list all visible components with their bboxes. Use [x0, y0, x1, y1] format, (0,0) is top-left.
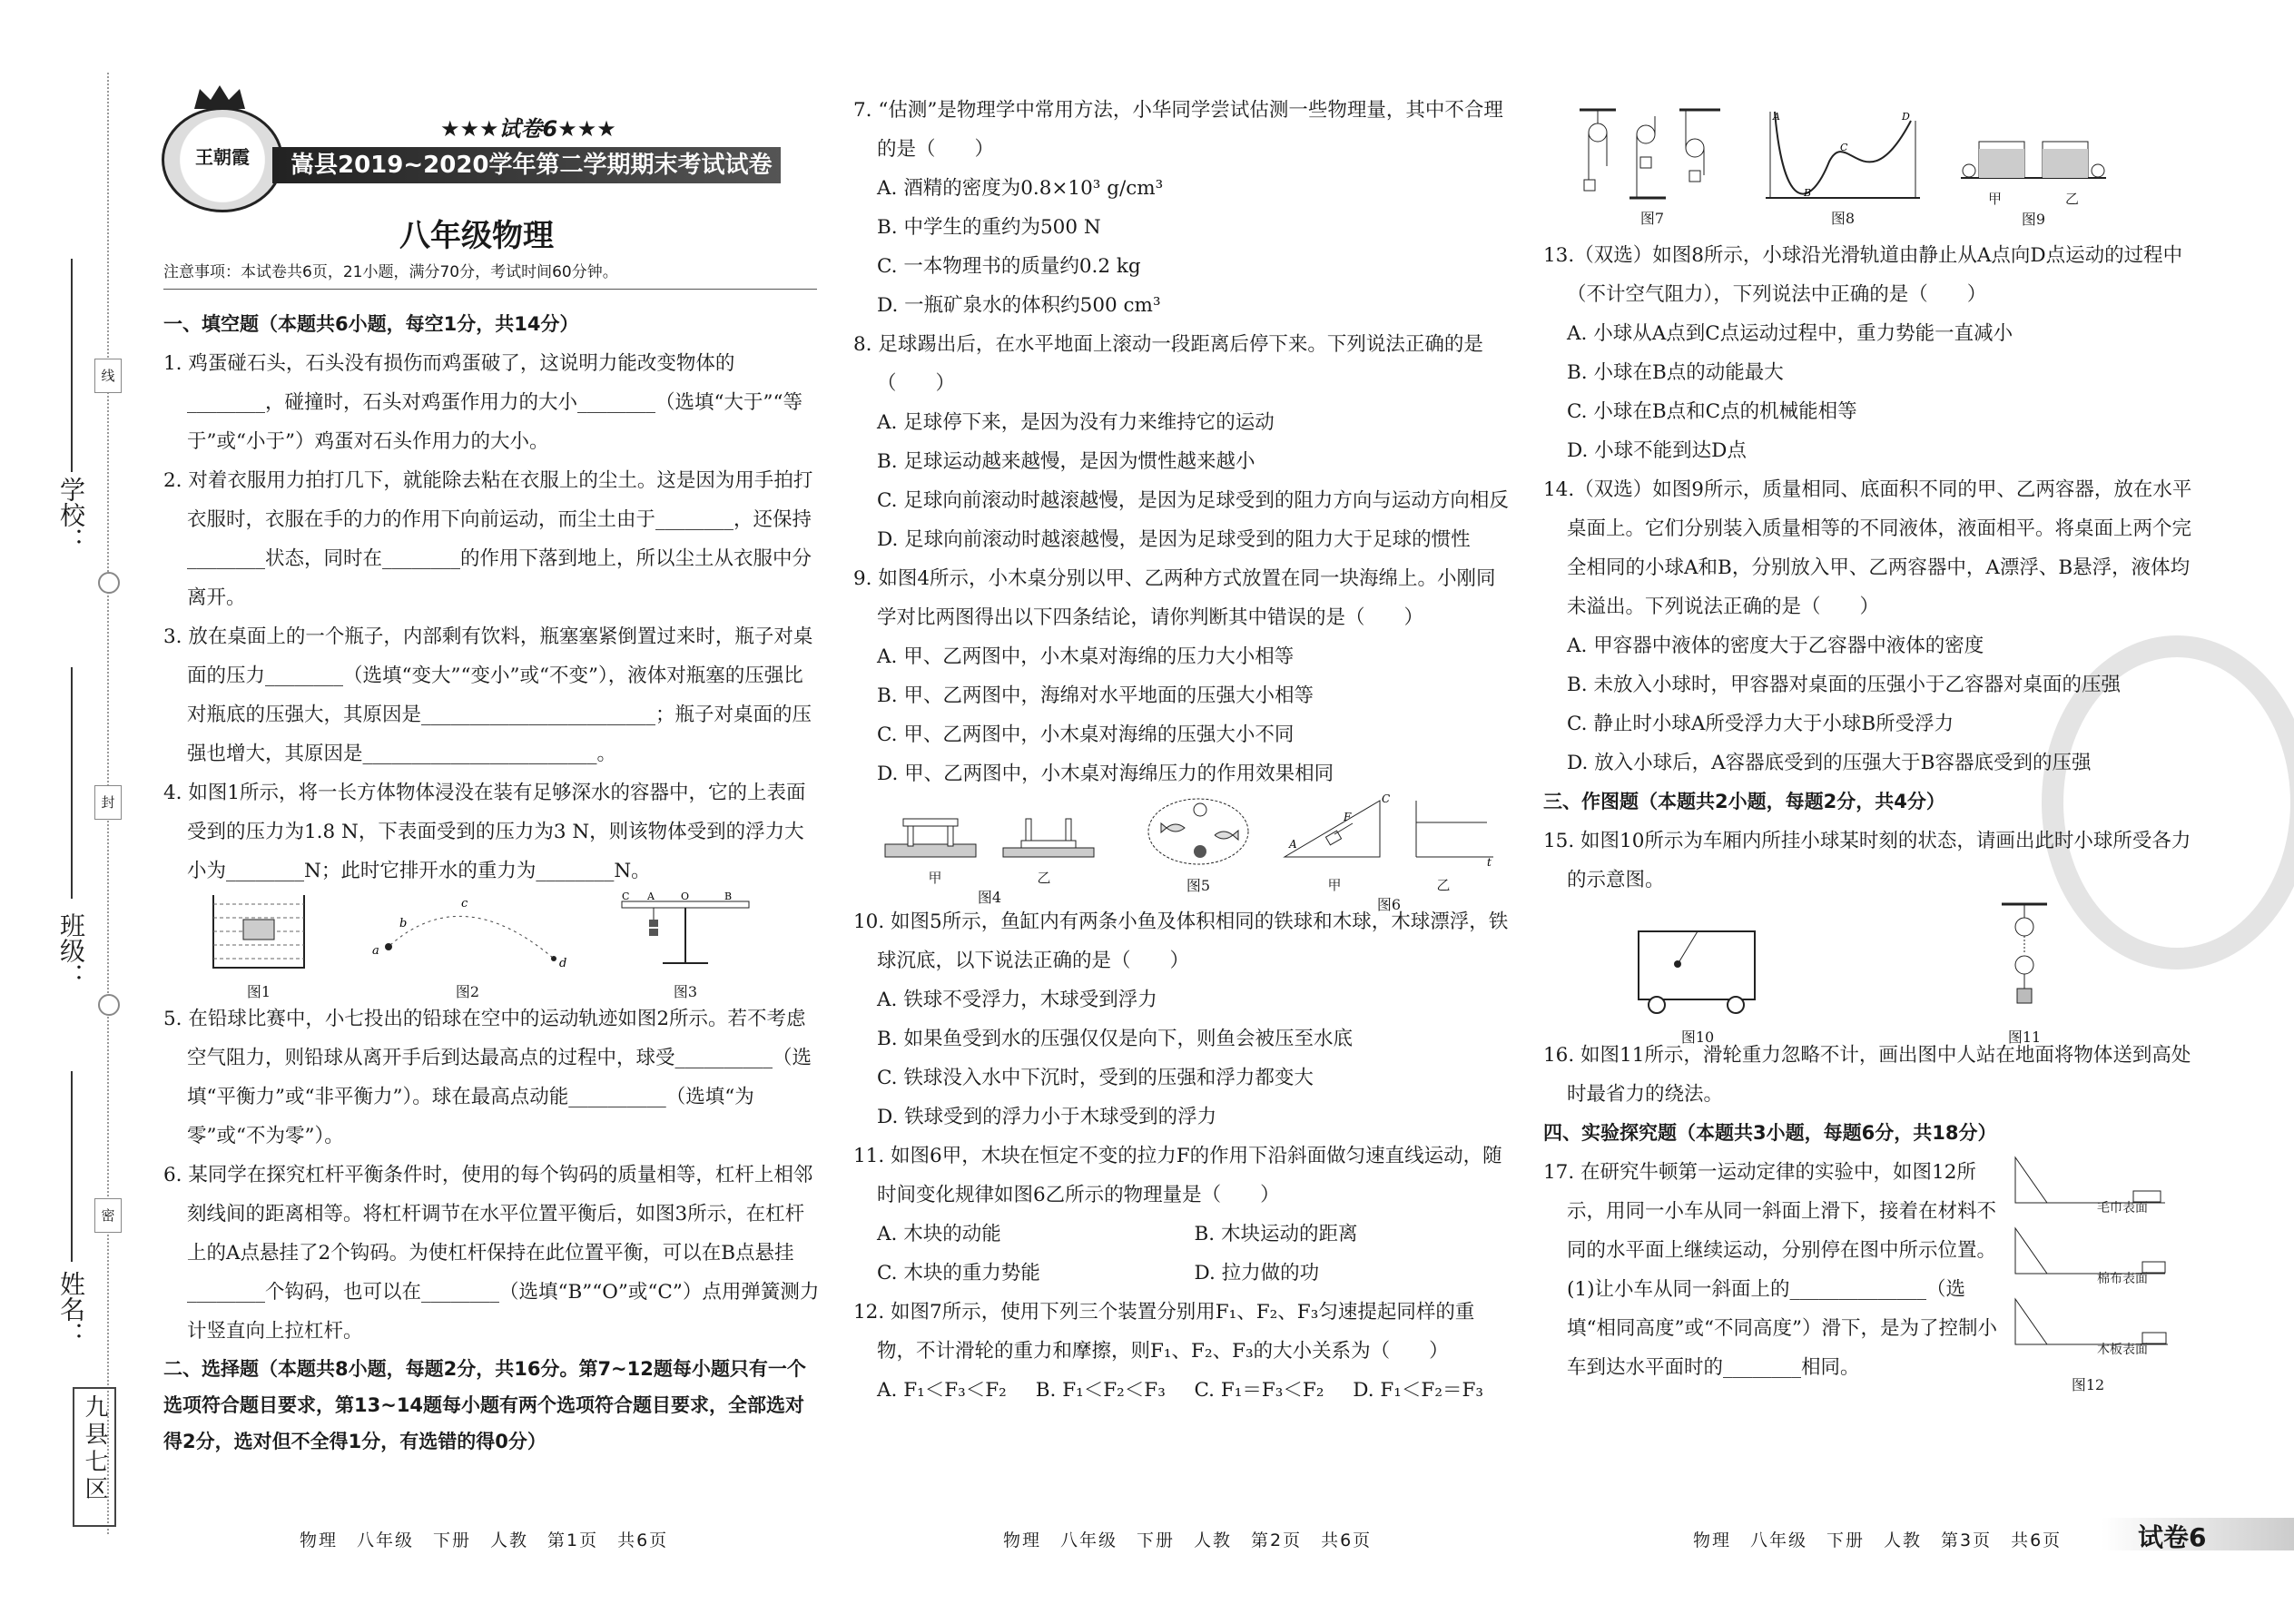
figure-6-jia: 甲: [1327, 877, 1342, 893]
question-7-option-d: D. 一瓶矿泉水的体积约500 cm³: [877, 294, 1161, 317]
question-9-option-b: B. 甲、乙两图中，海绵对水平地面的压强大小相等: [877, 684, 1314, 707]
region-label: 九县七区: [81, 1394, 108, 1503]
page-2-footer: 物理 八年级 下册 人教 第2页 共6页: [1003, 1530, 1373, 1550]
question-2: 2. 对着衣服用力拍打几下，就能除去粘在衣服上的尘土。这是因为用手拍打衣服时，衣服在手的力的作用下向前运动，而尘土由于________，还保持________状态，同时在________的作用下落到地上，所以尘土从衣服中分离开。: [163, 469, 813, 609]
svg-text:F: F: [1344, 811, 1352, 823]
question-1: 1. 鸡蛋碰石头，石头没有损伤而鸡蛋破了，这说明力能改变物体的________，碰撞时，石头对鸡蛋作用力的大小________（选填“大于”“等于”或“小于”）鸡蛋对石头作用力的大小。: [163, 352, 802, 453]
question-12: 12. 如图7所示，使用下列三个装置分别用F₁、F₂、F₃匀速提起同样的重物，不计滑轮的重力和摩擦，则F₁、F₂、F₃的大小关系为（ ）: [853, 1301, 1475, 1363]
svg-text:C: C: [622, 891, 630, 902]
question-8-option-a: A. 足球停下来，是因为没有力来维持它的运动: [877, 411, 1275, 434]
figure-4: [881, 801, 1098, 917]
table-on-sponge: [881, 801, 1098, 864]
svg-text:c: c: [461, 897, 468, 910]
question-9-option-a: A. 甲、乙两图中，小木桌对海绵的压力大小相等: [877, 645, 1295, 668]
subject-title: 八年级物理: [399, 218, 554, 254]
column-3: [1543, 236, 2197, 1404]
question-4: 4. 如图1所示，将一长方体物体浸没在装有足够深水的容器中，它的上表面受到的压力为1.8 N，下表面受到的压力为3 N，则该物体受到的浮力大小为________N；此时它排开水的重力为________N。: [163, 782, 806, 882]
figure-10-caption: 图10: [1680, 1029, 1715, 1046]
question-12-option-a: A. F₁＜F₃＜F₂: [877, 1379, 1007, 1402]
question-9: 9. 如图4所示，小木桌分别以甲、乙两种方式放置在同一块海绵上。小刚同学对比两图得出以下四条结论，请你判断其中错误的是（ ）: [853, 567, 1496, 629]
question-13-option-c: C. 小球在B点和C点的机械能相等: [1567, 400, 1857, 423]
figure-11-caption: 图11: [2007, 1029, 2042, 1046]
seal-seal-label: 封: [94, 785, 122, 820]
surface-cotton-label: 棉布表面: [2097, 1272, 2148, 1286]
header-divider: [163, 289, 817, 290]
question-14-option-b: B. 未放入小球时，甲容器对桌面的压强小于乙容器对桌面的压强: [1567, 674, 2121, 696]
question-10-option-d: D. 铁球受到的浮力小于木球受到的浮力: [877, 1106, 1217, 1128]
seal-circle-1: [98, 572, 120, 594]
exam-title: 嵩县2019~2020学年第二学期期末考试试卷: [290, 152, 773, 179]
column-1: [163, 305, 822, 1460]
svg-text:D: D: [1902, 111, 1910, 123]
school-field[interactable]: [71, 259, 73, 472]
paper-tag: 试卷6: [2138, 1522, 2207, 1552]
svg-text:A: A: [1289, 838, 1297, 851]
question-6: 6. 某同学在探究杠杆平衡条件时，使用的每个钩码的质量相等，杠杆上相邻刻线间的距离相等。将杠杆调节在水平位置平衡后，如图3所示，在杠杆上的A点悬挂了2个钩码。为使杠杆保持在此位置平衡，可以在B点悬挂________个钩码，也可以在________（选填“B”“O”或“C”）点用弹簧测力计竖直向上拉杠杆。: [163, 1164, 820, 1343]
seal-circle-2: [98, 994, 120, 1016]
exam-notice: 注意事项：本试卷共6页，21小题，满分70分，考试时间60分钟。: [163, 263, 618, 281]
incline-wood: [2006, 1294, 2170, 1349]
paper-badge: ★★★试卷6★★★: [440, 116, 616, 142]
question-13-option-a: A. 小球从A点到C点运动过程中，重力势能一直减小: [1567, 322, 2013, 345]
question-7: 7. “估测”是物理学中常用方法，小华同学尝试估测一些物理量，其中不合理的是（ ）: [853, 99, 1503, 161]
class-label: 班级：: [56, 912, 86, 989]
figure-2: [363, 891, 572, 1011]
question-13: 13.（双选）如图8所示，小球沿光滑轨道由静止从A点向D点运动的过程中（不计空气阻力），下列说法中正确的是（ ）: [1543, 244, 2183, 306]
question-5: 5. 在铅球比赛中，小七投出的铅球在空中的运动轨迹如图2所示。若不考虑空气阻力，则铅球从离开手后到达最高点的过程中，球受__________（选填“平衡力”或“非平衡力”）。球在最高点动能__________（选填“为零”或“不为零”）。: [163, 1008, 812, 1147]
svg-text:b: b: [399, 917, 408, 930]
question-10-option-b: B. 如果鱼受到水的压强仅仅是向下，则鱼会被压至水底: [877, 1028, 1353, 1050]
section-3-heading: 三、作图题（本题共2小题，每题2分，共4分）: [1543, 791, 1945, 812]
figure-1-caption: 图1: [246, 983, 271, 1000]
question-14-option-c: C. 静止时小球A所受浮力大于小球B所受浮力: [1567, 713, 1954, 735]
fish-tank: [1144, 793, 1253, 866]
question-9-option-d: D. 甲、乙两图中，小木桌对海绵压力的作用效果相同: [877, 763, 1334, 785]
surface-wood-label: 木板表面: [2097, 1343, 2148, 1357]
name-label: 姓名：: [56, 1271, 86, 1347]
svg-text:C: C: [1382, 793, 1391, 805]
question-8: 8. 足球踢出后，在水平地面上滚动一段距离后停下来。下列说法正确的是（ ）: [853, 333, 1483, 395]
logo-crown-icon: [192, 84, 247, 111]
figure-3-caption: 图3: [673, 983, 698, 1000]
section-4-heading: 四、实验探究题（本题共3小题，每题6分，共18分）: [1543, 1122, 1997, 1144]
two-containers: [1956, 125, 2111, 189]
svg-text:a: a: [372, 944, 379, 958]
incline-cotton: [2006, 1224, 2170, 1278]
figure-9-jia: 甲: [1987, 191, 2002, 207]
question-13-option-d: D. 小球不能到达D点: [1567, 439, 1747, 462]
incline-and-graph: [1280, 793, 1498, 866]
svg-text:B: B: [1804, 187, 1812, 199]
train-carriage: [1634, 927, 1761, 1018]
pulley-block: [1997, 900, 2052, 1018]
figure-9: [1956, 125, 2111, 229]
lever-diagram: [617, 891, 753, 972]
question-10-option-c: C. 铁球没入水中下沉时，受到的压强和浮力都变大: [877, 1067, 1314, 1089]
class-field[interactable]: [71, 667, 73, 899]
question-8-option-d: D. 足球向前滚动时越滚越慢，是因为足球受到的阻力大于足球的惯性: [877, 528, 1471, 551]
figures-7-9: [1575, 107, 2102, 234]
name-field[interactable]: [71, 1071, 73, 1262]
question-12-options: [853, 1371, 1511, 1410]
figure-1: [209, 891, 309, 1011]
question-7-option-b: B. 中学生的重约为500 N: [877, 216, 1101, 239]
figure-8: [1757, 107, 1929, 228]
figure-4-jia: 甲: [928, 870, 942, 886]
question-16: 16. 如图11所示，滑轮重力忽略不计，画出图中人站在地面将物体送到高处时最省力的绕法。: [1543, 1044, 2191, 1106]
binding-margin: [0, 0, 136, 1624]
svg-text:A: A: [647, 891, 655, 902]
question-11-options-row-2: [853, 1254, 1511, 1293]
question-17-block: [1543, 1153, 2197, 1404]
question-11-options-row-1: [853, 1215, 1511, 1254]
figure-7-caption: 图7: [1639, 210, 1665, 227]
svg-text:A: A: [1773, 111, 1780, 123]
figure-11: [1997, 900, 2052, 1057]
question-7-option-c: C. 一本物理书的质量约0.2 kg: [877, 255, 1141, 278]
svg-text:t: t: [1487, 856, 1492, 866]
exam-title-bar: [272, 147, 781, 183]
question-3: 3. 放在桌面上的一个瓶子，内部剩有饮料，瓶塞塞紧倒置过来时，瓶子对桌面的压力________（选填“变大”“变小”或“不变”），液体对瓶塞的压强比对瓶底的压强大，其原因是________________________；瓶子对桌面的压强也增大，其原因是________________________。: [163, 625, 813, 765]
svg-text:d: d: [559, 957, 567, 970]
figure-2-caption: 图2: [455, 983, 480, 1000]
question-14: 14.（双选）如图9所示，质量相同、底面积不同的甲、乙两容器，放在水平桌面上。它们分别装入质量相等的不同液体，液面相平。将桌面上两个完全相同的小球A和B，分别放入甲、乙两容器中，A漂浮、B悬浮，液体均未溢出。下列说法正确的是（ ）: [1543, 478, 2192, 618]
incline-towel: [2006, 1153, 2170, 1207]
shot-put-trajectory: [363, 891, 572, 972]
question-12-option-b: B. F₁＜F₂＜F₃: [1035, 1379, 1166, 1402]
question-7-option-a: A. 酒精的密度为0.8×10³ g/cm³: [877, 177, 1164, 200]
figures-10-11: [1543, 900, 2197, 1046]
question-8-option-c: C. 足球向前滚动时越滚越慢，是因为足球受到的阻力方向与运动方向相反: [877, 489, 1509, 512]
question-12-option-c: C. F₁＝F₃＜F₂: [1194, 1379, 1324, 1402]
figure-6: [1280, 793, 1498, 924]
question-14-option-a: A. 甲容器中液体的密度大于乙容器中液体的密度: [1567, 635, 1984, 657]
question-11-option-d: D. 拉力做的功: [1194, 1262, 1320, 1284]
figure-9-caption: 图9: [2021, 211, 2046, 228]
section-1-heading: 一、填空题（本题共6小题，每空1分，共14分）: [163, 313, 579, 335]
container-diagram: [209, 891, 309, 972]
question-8-option-b: B. 足球运动越来越慢，是因为惯性越来越小: [877, 450, 1255, 473]
question-14-option-d: D. 放入小球后，A容器底受到的压强大于B容器底受到的压强: [1567, 752, 2092, 774]
question-10-option-a: A. 铁球不受浮力，木球受到浮力: [877, 989, 1157, 1011]
question-17: 17. 在研究牛顿第一运动定律的实验中，如图12所示，用同一小车从同一斜面上滑下，接着在材料不同的水平面上继续运动，分别停在图中所示位置。: [1543, 1161, 1997, 1262]
figure-12-caption: 图12: [2071, 1376, 2105, 1393]
svg-text:O: O: [681, 891, 690, 902]
page-3-footer: 物理 八年级 下册 人教 第3页 共6页: [1693, 1530, 2063, 1550]
column-2: [853, 91, 1511, 1410]
figure-4-yi: 乙: [1037, 870, 1051, 886]
figure-5: [1144, 793, 1253, 905]
figure-6-caption: 图6: [1376, 896, 1402, 913]
question-13-option-b: B. 小球在B点的动能最大: [1567, 361, 1784, 384]
figure-3: [617, 891, 753, 1011]
question-11-option-b: B. 木块运动的距离: [1194, 1223, 1358, 1245]
figure-12: [2006, 1153, 2197, 1404]
figure-8-caption: 图8: [1830, 210, 1856, 227]
seal-line-label: 线: [94, 359, 122, 393]
logo: [162, 107, 283, 212]
logo-text: 王朝霞: [195, 146, 250, 168]
figures-4-6: [853, 793, 1511, 913]
seal-mi-label: 密: [94, 1198, 122, 1233]
question-11: 11. 如图6甲，木块在恒定不变的拉力F的作用下沿斜面做匀速直线运动，随时间变化规律如图6乙所示的物理量是（ ）: [853, 1145, 1502, 1206]
question-9-option-c: C. 甲、乙两图中，小木桌对海绵的压强大小不同: [877, 723, 1295, 746]
section-2-heading: 二、选择题（本题共8小题，每题2分，共16分。第7~12题每小题只有一个选项符合题目要求，第13~14题每小题有两个选项符合题目要求，全部选对得2分，选对但不全得1分，有选错的得0分）: [163, 1358, 806, 1452]
svg-text:B: B: [724, 891, 733, 902]
figure-7: [1575, 107, 1729, 228]
school-label: 学校：: [56, 477, 86, 553]
question-10: 10. 如图5所示，鱼缸内有两条小鱼及体积相同的铁球和木球，木球漂浮，铁球沉底，以下说法正确的是（ ）: [853, 910, 1509, 972]
question-12-option-d: D. F₁＜F₂＝F₃: [1353, 1379, 1483, 1402]
figure-5-caption: 图5: [1186, 877, 1211, 894]
question-15: 15. 如图10所示为车厢内所挂小球某时刻的状态，请画出此时小球所受各力的示意图。: [1543, 830, 2191, 891]
figure-9-yi: 乙: [2064, 191, 2079, 207]
figure-4-caption: 图4: [977, 889, 1002, 906]
track-diagram: [1757, 107, 1929, 207]
surface-towel-label: 毛巾表面: [2097, 1201, 2148, 1216]
question-17-part-1: (1)让小车从同一斜面上的______________（选填“相同高度”或“不同高度”）滑下，是为了控制小车到达水平面时的________相同。: [1567, 1278, 1997, 1379]
pulley-systems: [1575, 107, 1729, 207]
figure-6-yi: 乙: [1436, 877, 1451, 893]
page-1-footer: 物理 八年级 下册 人教 第1页 共6页: [300, 1530, 669, 1550]
question-11-option-c: C. 木块的重力势能: [877, 1262, 1040, 1284]
question-11-option-a: A. 木块的动能: [877, 1223, 1001, 1245]
svg-text:C: C: [1840, 142, 1848, 153]
figure-10: [1634, 927, 1761, 1057]
figures-1-3: [163, 891, 822, 999]
